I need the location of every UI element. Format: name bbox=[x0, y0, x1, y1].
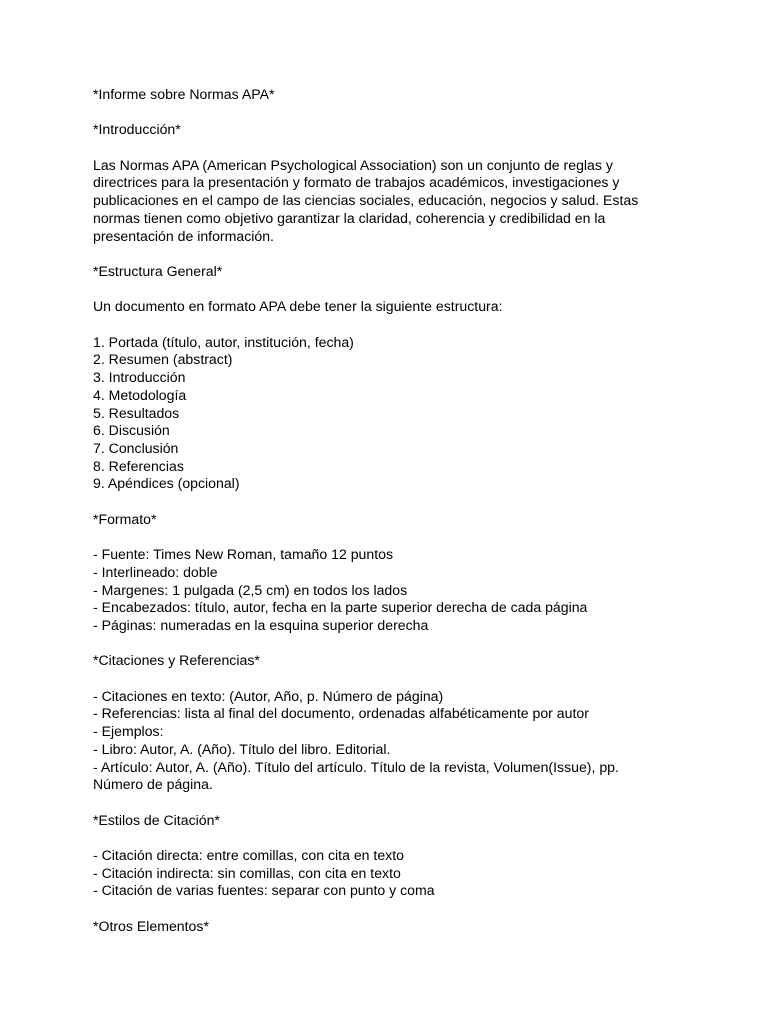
text-paragraph bbox=[93, 298, 693, 316]
list-item: - Fuente: Times New Roman, tamaño 12 puntos bbox=[93, 546, 394, 563]
list-item: - Margenes: 1 pulgada (2,5 cm) en todos los lados bbox=[93, 581, 408, 598]
list-item: 6. Discusión bbox=[93, 422, 170, 439]
list-item: 7. Conclusión bbox=[93, 439, 179, 456]
section-heading: *Citaciones y Referencias* bbox=[93, 652, 260, 669]
list-item: 3. Introducción bbox=[93, 369, 186, 386]
list-item: - Citación directa: entre comillas, con cita en texto bbox=[93, 847, 404, 864]
section-heading: *Introducción* bbox=[93, 121, 181, 138]
paragraph-line: normas tienen como objetivo garantizar la claridad, coherencia y credibilidad en la bbox=[93, 209, 606, 226]
list-item: - Artículo: Autor, A. (Año). Título del artículo. Título de la revista, Volumen(Issue), pp. bbox=[93, 758, 619, 775]
blank-line bbox=[93, 829, 693, 847]
list-item: - Referencias: lista al final del documento, ordenadas alfabéticamente por autor bbox=[93, 705, 589, 722]
blank-line bbox=[93, 528, 693, 546]
list-item: - Citación de varias fuentes: separar con punto y coma bbox=[93, 882, 435, 899]
section-heading: *Estilos de Citación* bbox=[93, 811, 220, 828]
blank-line bbox=[93, 635, 693, 653]
list-item: - Páginas: numeradas en la esquina superior derecha bbox=[93, 616, 429, 633]
blank-line bbox=[93, 670, 693, 688]
list-item: 9. Apéndices (opcional) bbox=[93, 475, 240, 492]
list-item: - Interlineado: doble bbox=[93, 563, 218, 580]
section-heading: *Otros Elementos* bbox=[93, 917, 209, 934]
blank-line bbox=[93, 316, 693, 334]
blank-line bbox=[93, 794, 693, 812]
text-list bbox=[93, 688, 693, 794]
blank-line bbox=[93, 493, 693, 511]
list-item: - Citación indirecta: sin comillas, con cita en texto bbox=[93, 864, 401, 881]
list-item: 5. Resultados bbox=[93, 404, 180, 421]
text-list bbox=[93, 334, 693, 493]
blank-line bbox=[93, 281, 693, 299]
list-item: Número de página. bbox=[93, 776, 213, 793]
paragraph-line: Las Normas APA (American Psychological Association) son un conjunto de reglas y bbox=[93, 156, 613, 173]
text-list bbox=[93, 546, 693, 635]
list-item: - Citaciones en texto: (Autor, Año, p. Número de página) bbox=[93, 687, 444, 704]
list-item: 8. Referencias bbox=[93, 457, 184, 474]
section-heading: *Formato* bbox=[93, 510, 157, 527]
list-item: - Ejemplos: bbox=[93, 723, 164, 740]
text-list bbox=[93, 847, 693, 900]
document-sections bbox=[93, 104, 693, 936]
blank-line bbox=[93, 900, 693, 918]
list-item: - Libro: Autor, A. (Año). Título del libro. Editorial. bbox=[93, 740, 391, 757]
list-item: 4. Metodología bbox=[93, 386, 187, 403]
text-paragraph bbox=[93, 157, 693, 246]
blank-line bbox=[93, 245, 693, 263]
document-page bbox=[93, 86, 693, 936]
list-item: - Encabezados: título, autor, fecha en la parte superior derecha de cada página bbox=[93, 599, 588, 616]
paragraph-line: presentación de información. bbox=[93, 227, 274, 244]
list-item: 1. Portada (título, autor, institución, fecha) bbox=[93, 333, 354, 350]
paragraph-line: Un documento en formato APA debe tener la siguiente estructura: bbox=[93, 298, 503, 315]
document-title: *Informe sobre Normas APA* bbox=[93, 86, 275, 102]
list-item: 2. Resumen (abstract) bbox=[93, 351, 233, 368]
blank-line bbox=[93, 139, 693, 157]
paragraph-line: publicaciones en el campo de las ciencias sociales, educación, negocios y salud. Estas bbox=[93, 192, 639, 209]
blank-line bbox=[93, 104, 693, 122]
paragraph-line: directrices para la presentación y formato de trabajos académicos, investigaciones y bbox=[93, 174, 620, 191]
section-heading: *Estructura General* bbox=[93, 262, 223, 279]
